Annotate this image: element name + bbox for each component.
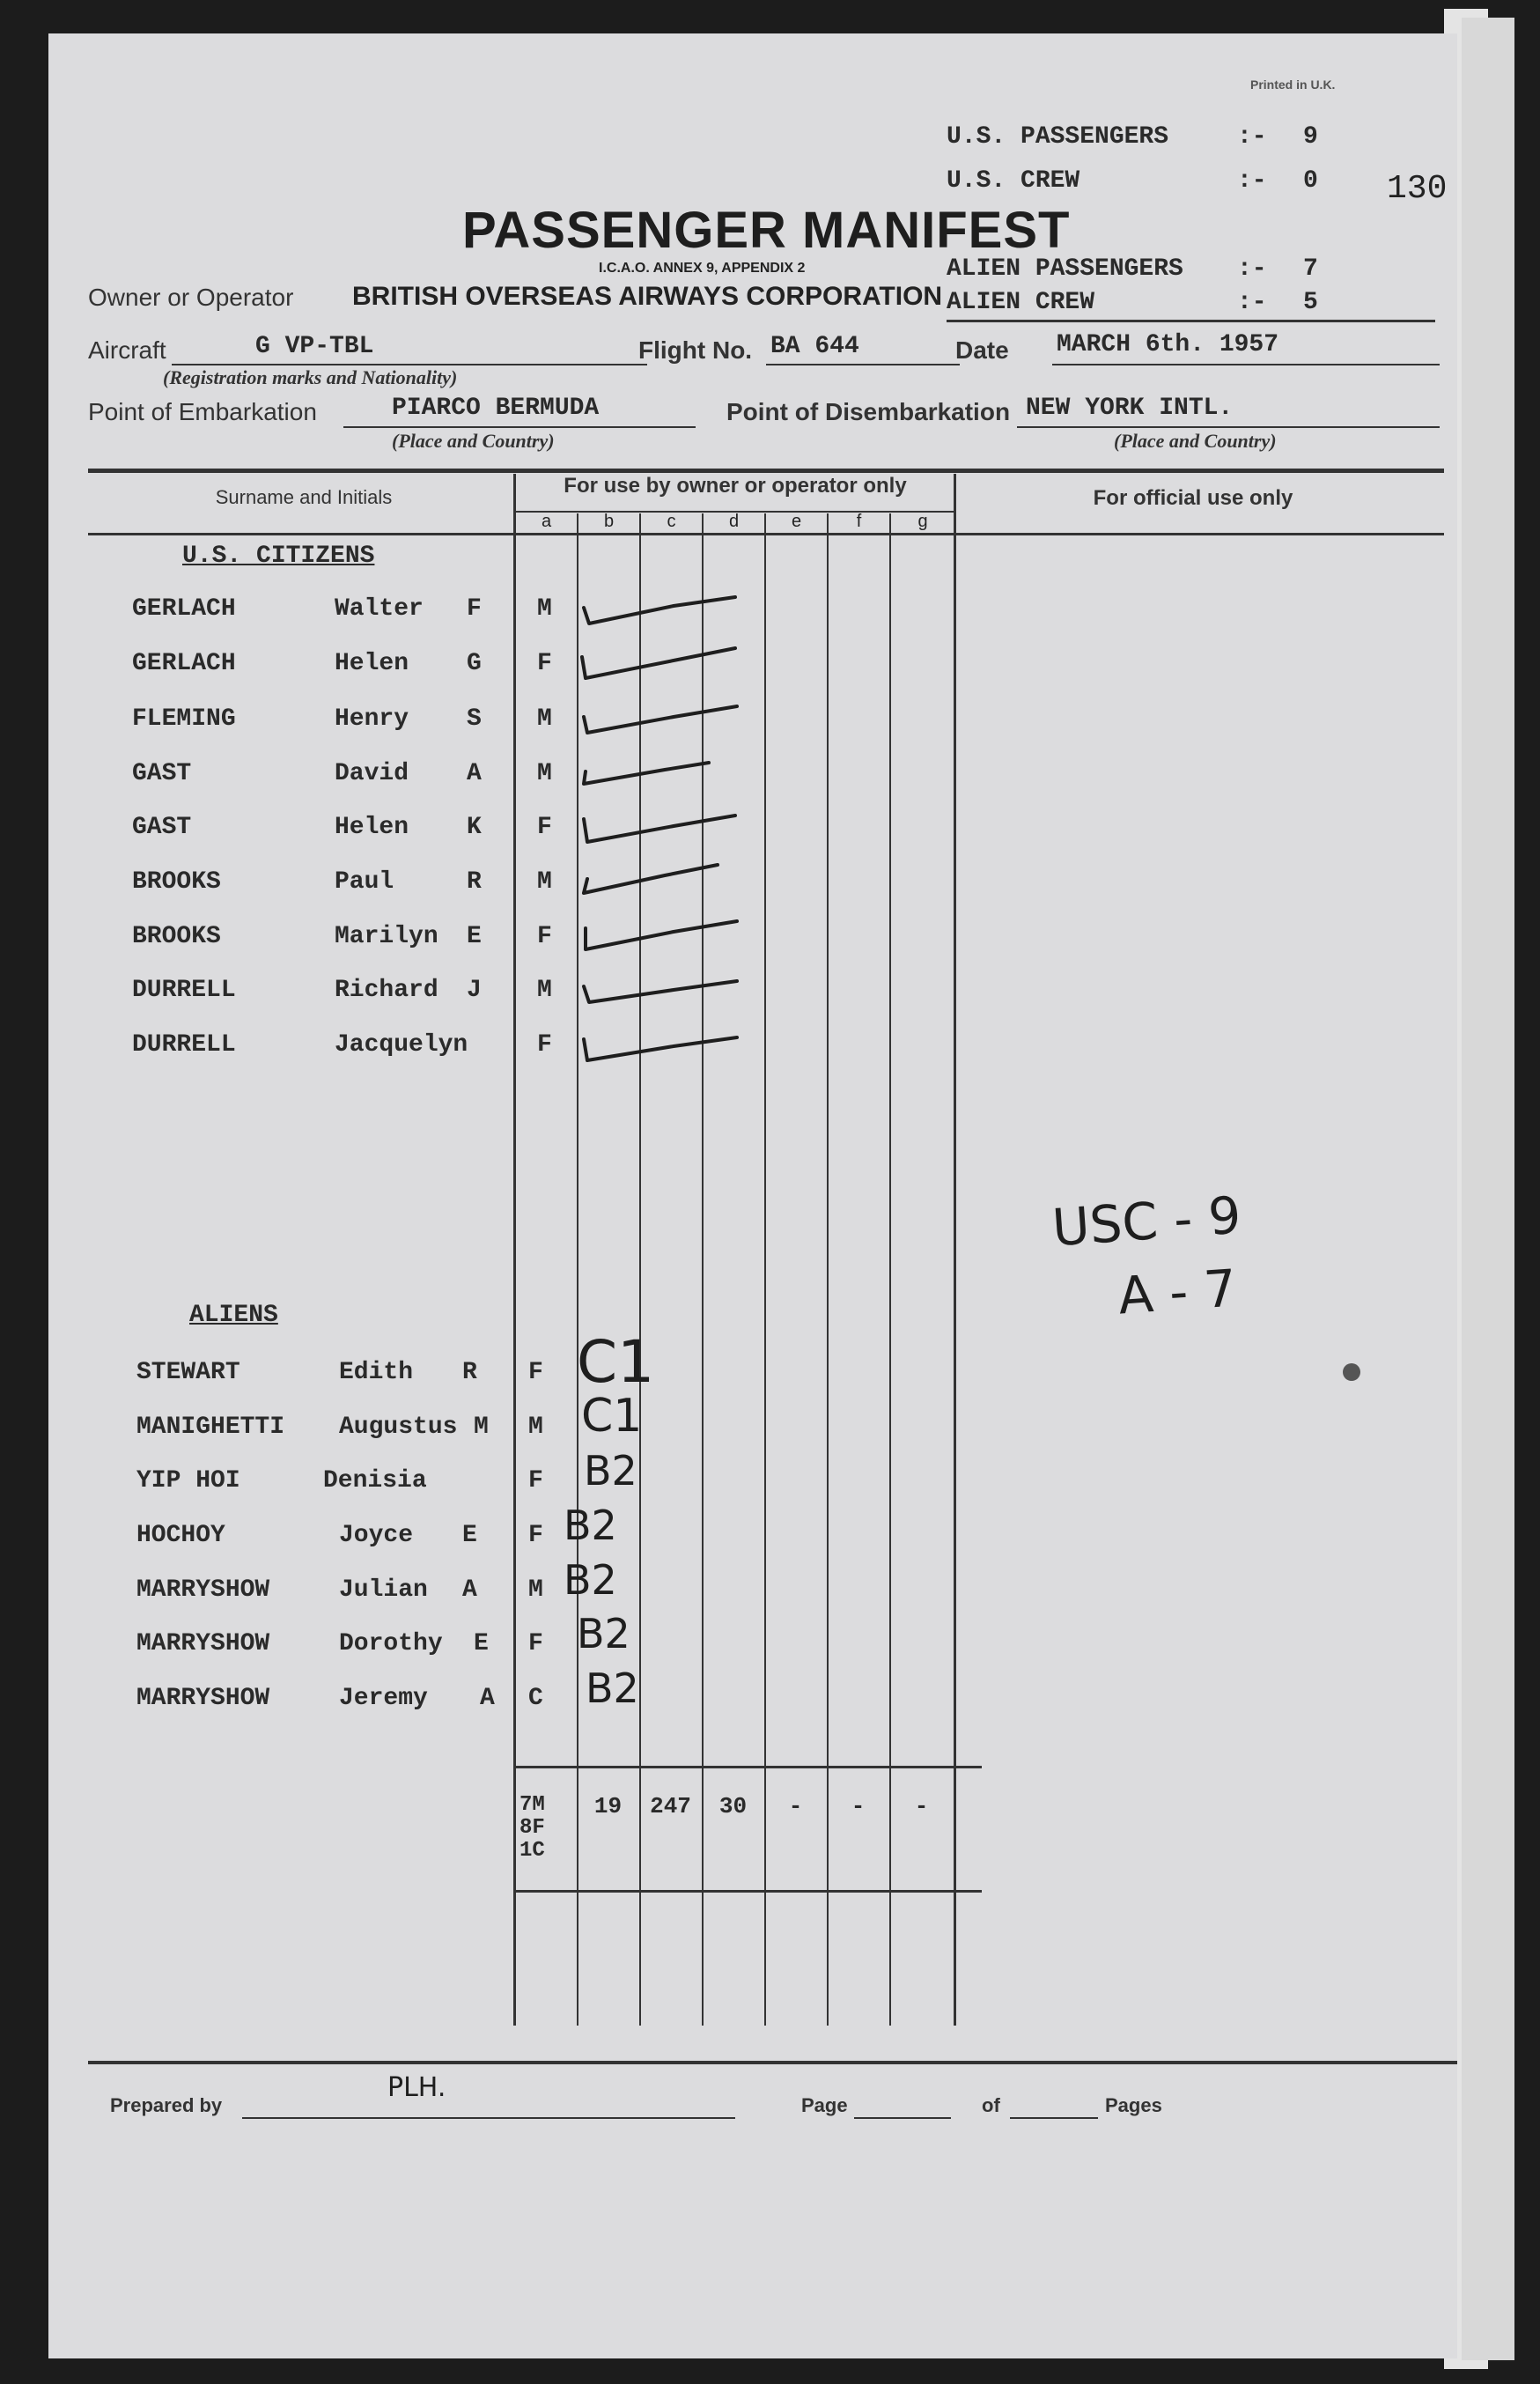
date-label: Date [955,336,1009,364]
flight-label: Flight No. [638,336,753,364]
visa-class: B2 [584,1447,637,1495]
subcol-g: g [917,512,928,531]
surname: GAST [132,814,192,841]
given-name: Richard [335,977,438,1004]
initial: R [467,868,482,896]
surname: DURRELL [132,977,236,1004]
initial: A [467,760,482,787]
surname: DURRELL [132,1031,236,1059]
table-header-rule [88,533,1444,535]
form-title: PASSENGER MANIFEST [462,202,1071,259]
total-d: 30 [718,1793,748,1819]
visa-class: C1 [577,1328,655,1396]
visa-class: C1 [581,1390,643,1443]
given-name: Walter [335,595,424,623]
rule [766,364,960,365]
prepared-by-label: Prepared by [110,2094,223,2116]
footer-rule [88,2061,1457,2064]
total-b: 19 [593,1793,623,1819]
section-heading-aliens: ALIENS [189,1302,278,1329]
surname: YIP HOI [136,1467,240,1495]
page-number-stamp: 130 [1387,170,1448,208]
sex: M [537,977,552,1004]
summary-sep: :- [1237,255,1267,283]
rule [343,426,696,428]
embarkation-value: PIARCO BERMUDA [392,395,600,422]
summary-us-crew-label: U.S. CREW [947,167,1080,195]
aircraft-value: G VP-TBL [255,333,374,360]
surname: STEWART [136,1359,240,1386]
table-top-rule [88,469,1444,473]
check-mark-icon [584,816,735,842]
rule [1017,426,1440,428]
official-note-aliens: A - 7 [1116,1258,1239,1326]
sex: M [537,760,552,787]
given-name: Denisia [323,1467,427,1495]
given-name: David [335,760,409,787]
rule [172,364,647,365]
summary-sep: :- [1237,167,1267,195]
sex: F [537,923,552,950]
sex: F [528,1630,543,1657]
visa-class: B2 [577,1610,630,1657]
registration-caption: (Registration marks and Nationality) [163,366,458,388]
total-male: 7M [519,1793,545,1817]
initial: J [467,977,482,1004]
date-value: MARCH 6th. 1957 [1057,331,1279,358]
sex: F [528,1467,543,1495]
col-header-owner-use: For use by owner or operator only [564,474,907,498]
summary-sep: :- [1237,289,1267,316]
given-name: Paul [335,868,394,896]
form-subtitle: I.C.A.O. ANNEX 9, APPENDIX 2 [599,261,806,276]
initial: E [467,923,482,950]
sex: M [537,595,552,623]
rule [1052,364,1440,365]
initial: S [467,705,482,733]
surname: GERLACH [132,650,236,677]
rule [947,320,1435,322]
official-note-usc: USC - 9 [1050,1185,1243,1258]
given-name: Edith [339,1359,414,1386]
embarkation-caption: (Place and Country) [392,430,555,452]
summary-alien-crew-value: 5 [1303,289,1318,316]
total-g: - [914,1793,929,1819]
given-name: Henry [335,705,409,733]
surname: BROOKS [132,923,221,950]
initial: A [480,1685,495,1712]
check-mark-icon [584,865,718,893]
disembarkation-label: Point of Disembarkation [726,398,1011,425]
subcol-a: a [541,512,552,531]
rule [1010,2117,1098,2119]
check-mark-icon [584,763,709,784]
initial: R [462,1359,477,1386]
surname: MARRYSHOW [136,1685,270,1712]
summary-alien-passengers-label: ALIEN PASSENGERS [947,255,1183,283]
of-label: of [982,2094,1000,2116]
given-name: Marilyn [335,923,438,950]
sex: F [537,814,552,841]
col-divider [954,474,956,2026]
surname: HOCHOY [136,1522,225,1549]
initial: G [467,650,482,677]
flight-value: BA 644 [770,333,859,360]
check-mark-icon [582,648,735,678]
total-female: 8F [519,1816,545,1840]
owner-value: BRITISH OVERSEAS AIRWAYS CORPORATION [352,282,943,311]
surname: BROOKS [132,868,221,896]
col-header-surname: Surname and Initials [215,486,393,508]
subcol-e: e [791,512,802,531]
sex: F [537,650,552,677]
prepared-by-initials: PLH. [387,2072,446,2103]
check-mark-icon [584,981,737,1002]
aircraft-label: Aircraft [88,336,166,364]
initial: F [467,595,482,623]
sex: F [528,1522,543,1549]
total-e: - [788,1793,803,1819]
surname: MARRYSHOW [136,1576,270,1604]
embarkation-label: Point of Embarkation [88,398,317,425]
sex: M [528,1576,543,1604]
summary-alien-passengers-value: 7 [1303,255,1318,283]
initial: K [467,814,482,841]
totals-top-rule [513,1766,982,1768]
given-name: Jacquelyn [335,1031,468,1059]
col-divider [513,474,516,2026]
summary-us-crew-value: 0 [1303,167,1318,195]
total-children: 1C [519,1839,545,1863]
surname: MANIGHETTI [136,1413,285,1441]
section-heading-us-citizens: U.S. CITIZENS [182,542,375,570]
surname: FLEMING [132,705,236,733]
check-mark-icon [584,1037,737,1060]
visa-class: B2 [586,1664,639,1712]
page-label: Page [801,2094,848,2116]
sex: M [537,868,552,896]
surname: GERLACH [132,595,236,623]
rule [854,2117,951,2119]
subcol-f: f [856,512,862,531]
visa-class: B2 [564,1556,617,1604]
manifest-sheet [48,33,1457,2358]
disembarkation-caption: (Place and Country) [1114,430,1277,452]
check-mark-icon [584,597,735,624]
check-mark-icon [586,921,737,949]
summary-alien-crew-label: ALIEN CREW [947,289,1095,316]
total-c: 247 [650,1793,691,1819]
page-edge-back [1462,18,1514,2360]
sex: F [537,1031,552,1059]
check-marks [577,562,806,1108]
sex: C [528,1685,543,1712]
initial: E [462,1522,477,1549]
given-name: Joyce [339,1522,414,1549]
summary-sep: :- [1237,123,1267,151]
col-header-official-use: For official use only [1093,486,1293,510]
given-name: Julian [339,1576,428,1604]
check-mark-icon [584,706,737,733]
owner-label: Owner or Operator [88,284,294,311]
given-name: Helen [335,814,409,841]
given-name: Augustus [339,1413,458,1441]
given-name: Helen [335,650,409,677]
total-f: - [851,1793,866,1819]
printer-mark: Printed in U.K. [1250,77,1336,92]
pages-label: Pages [1105,2094,1162,2116]
totals-bottom-rule [513,1890,982,1893]
initial: M [474,1413,489,1441]
initial: A [462,1576,477,1604]
given-name: Dorothy [339,1630,443,1657]
summary-us-passengers-label: U.S. PASSENGERS [947,123,1169,151]
initial: E [474,1630,489,1657]
summary-us-passengers-value: 9 [1303,123,1318,151]
subcol-d: d [728,512,740,531]
sex: F [528,1359,543,1386]
surname: GAST [132,760,192,787]
subcol-b: b [603,512,615,531]
sex: M [537,705,552,733]
surname: MARRYSHOW [136,1630,270,1657]
rule [242,2117,735,2119]
sex: M [528,1413,543,1441]
subcol-c: c [667,512,676,531]
given-name: Jeremy [339,1685,428,1712]
visa-class: B2 [564,1502,617,1549]
ink-blot [1343,1363,1360,1381]
disembarkation-value: NEW YORK INTL. [1026,395,1234,422]
